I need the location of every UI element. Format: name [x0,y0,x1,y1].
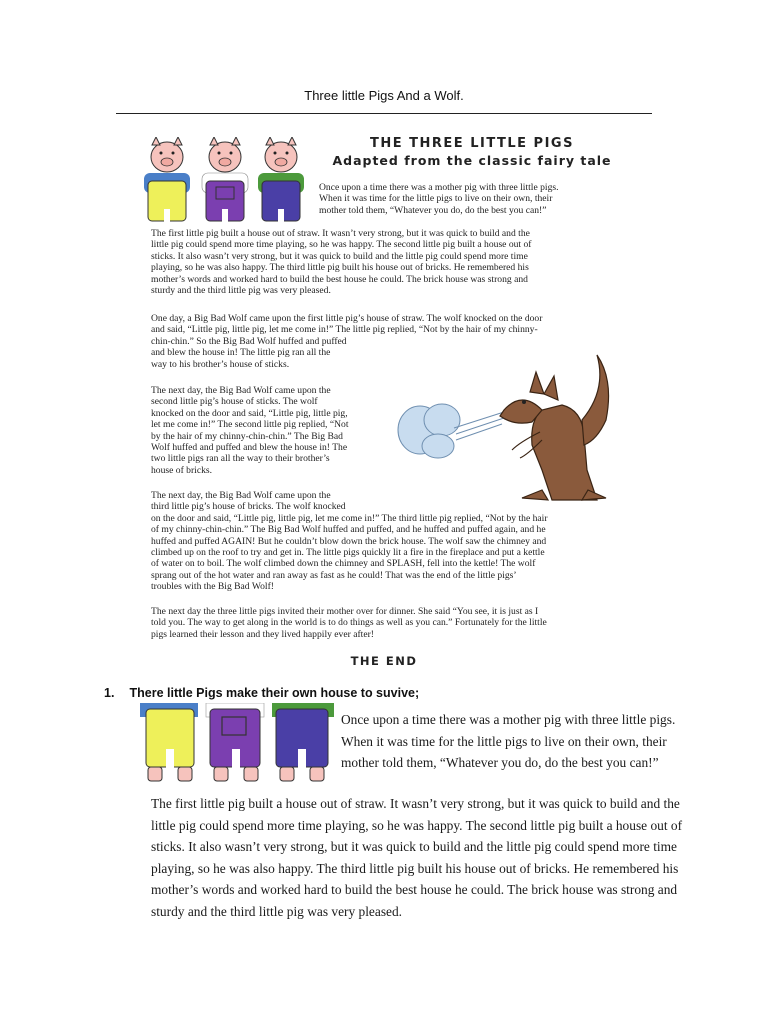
story-subheading: Adapted from the classic fairy tale [332,153,612,168]
text-line: told you. The way to get along in the world is to do things as well as you can.” Fortunately for the little [151,617,547,629]
text-line: huffed and puffed AGAIN! But he couldn’t blow down the brick house. The wolf saw the chimney and [151,535,547,547]
text-line: Once upon a time there was a mother pig with three little pigs. [319,182,559,193]
text-line: knocked on the door and said, “Little pig, little pig, [151,407,348,419]
text-line: When it was time for the little pigs to live on their own, their [319,193,553,205]
text-line: mother’s words and worked hard to build the best house he could. The brick house was strong and [151,882,678,898]
text-line: pigs learned their lesson and they lived happily ever after! [151,628,374,640]
pig-purple [202,137,248,223]
text-line: little pig could spend more time playing, so he was happy. The second little pig built a house out of [151,817,683,833]
text-line: second little pig’s house of sticks. The wolf [151,396,318,408]
text-line: One day, a Big Bad Wolf came upon the first little pig’s house of straw. The wolf knocked on the door [151,313,543,324]
the-end-label: THE END [350,654,418,668]
story-title-block [322,136,622,168]
text-line: Wolf huffed and puffed and blew the house in! The [151,442,348,454]
zoomed-intro [341,709,675,774]
text-line: way to his brother’s house of sticks. [151,358,290,370]
text-line: sticks. It also wasn’t very strong, but it was quick to build and the little pig could spend more time [151,250,528,262]
text-line: The first little pig built a house out of straw. It wasn’t very strong, but it was quick to build and the [151,796,680,811]
text-line: The next day, the Big Bad Wolf came upon the [151,490,331,501]
text-line: The next day the three little pigs invited their mother over for dinner. She said “You see, it is just as I [151,606,539,617]
text-line: of water on to boil. The wolf climbed down the chimney and SPLASH, fell into the kettle! The wolf [151,558,536,570]
wolf [500,355,609,500]
text-line: sturdy and the third little pig was very pleased. [151,903,403,919]
text-line: The first little pig built a house out of straw. It wasn’t very strong, but it was quick to build and the [151,228,530,239]
text-line: sprang out of the hot water and ran away as fast as he could! That was the end of the little pigs’ [151,569,517,581]
text-line: Once upon a time there was a mother pig with three little pigs. [341,712,676,727]
wolf-blowing-illustration [392,350,622,506]
text-line: mother told them, “Whatever you do, do the best you can!” [319,204,547,216]
list-number: 1. [104,686,115,700]
story-paragraph-3 [151,385,349,476]
story-paragraph-4 [151,490,548,593]
text-line: mother told them, “Whatever you do, do the best you can!” [341,755,659,771]
story-heading: THE THREE LITTLE PIGS [370,136,574,151]
text-line: climbed up on the roof to try and get in. The little pigs quickly lit a fire in the fireplace and put a kettle [151,547,545,559]
pig-blue [258,137,304,223]
pig-yellow-zoomed [140,703,198,781]
text-line: playing, so he was also happy. The third little pig built his house out of bricks. He remembered his [151,262,529,274]
text-line: chin-chin.” So the Big Bad Wolf huffed and puffed [151,335,347,347]
pigs-zoomed-illustration [140,703,336,785]
story-paragraph-1 [151,228,532,296]
title-underline [116,113,652,114]
text-line: on the door and said, “Little pig, little pig, let me come in!” The third little pig replied, “Not by the hair [151,512,548,524]
list-text: There little Pigs make their own house to suvive; [129,686,420,700]
three-pigs-illustration [140,137,312,227]
text-line: When it was time for the little pigs to live on their own, their [341,733,667,749]
pig-purple-zoomed [206,703,264,781]
text-line: house of bricks. [151,464,213,476]
document-title: Three little Pigs And a Wolf. [304,88,464,103]
text-line: third little pig’s house of bricks. The wolf knocked [151,501,346,513]
story-intro [319,182,559,216]
text-line: sturdy and the third little pig was very pleased. [151,285,331,297]
text-line: by the hair of my chinny-chin-chin.” The Big Bad [151,430,343,442]
text-line: The next day, the Big Bad Wolf came upon the [151,385,331,396]
pig-yellow [144,137,190,223]
text-line: and said, “Little pig, little pig, let me come in!” The little pig replied, “Not by the hair of my chinny- [151,324,538,336]
text-line: let me come in!” The second little pig replied, “Not [151,419,349,431]
text-line: playing, so he was also happy. The third little pig built his house out of bricks. He remembered his [151,860,679,876]
text-line: two little pigs ran all the way to their brother’s [151,453,330,465]
zoomed-paragraph-1 [151,793,682,923]
pig-blue-zoomed [272,703,334,781]
text-line: little pig could spend more time playing, so he was happy. The second little pig built a house out of [151,239,532,251]
text-line: troubles with the Big Bad Wolf! [151,581,274,593]
text-line: of my chinny-chin-chin.” The Big Bad Wolf huffed and puffed, and he huffed and puffed again, and he [151,524,546,536]
list-item [104,686,419,700]
text-line: sticks. It also wasn’t very strong, but it was quick to build and the little pig could spend more time [151,839,678,855]
breath-cloud [398,404,504,458]
text-line: and blew the house in! The little pig ran all the [151,347,331,359]
story-paragraph-5 [151,606,547,640]
text-line: mother’s words and worked hard to build the best house he could. The brick house was strong and [151,273,528,285]
